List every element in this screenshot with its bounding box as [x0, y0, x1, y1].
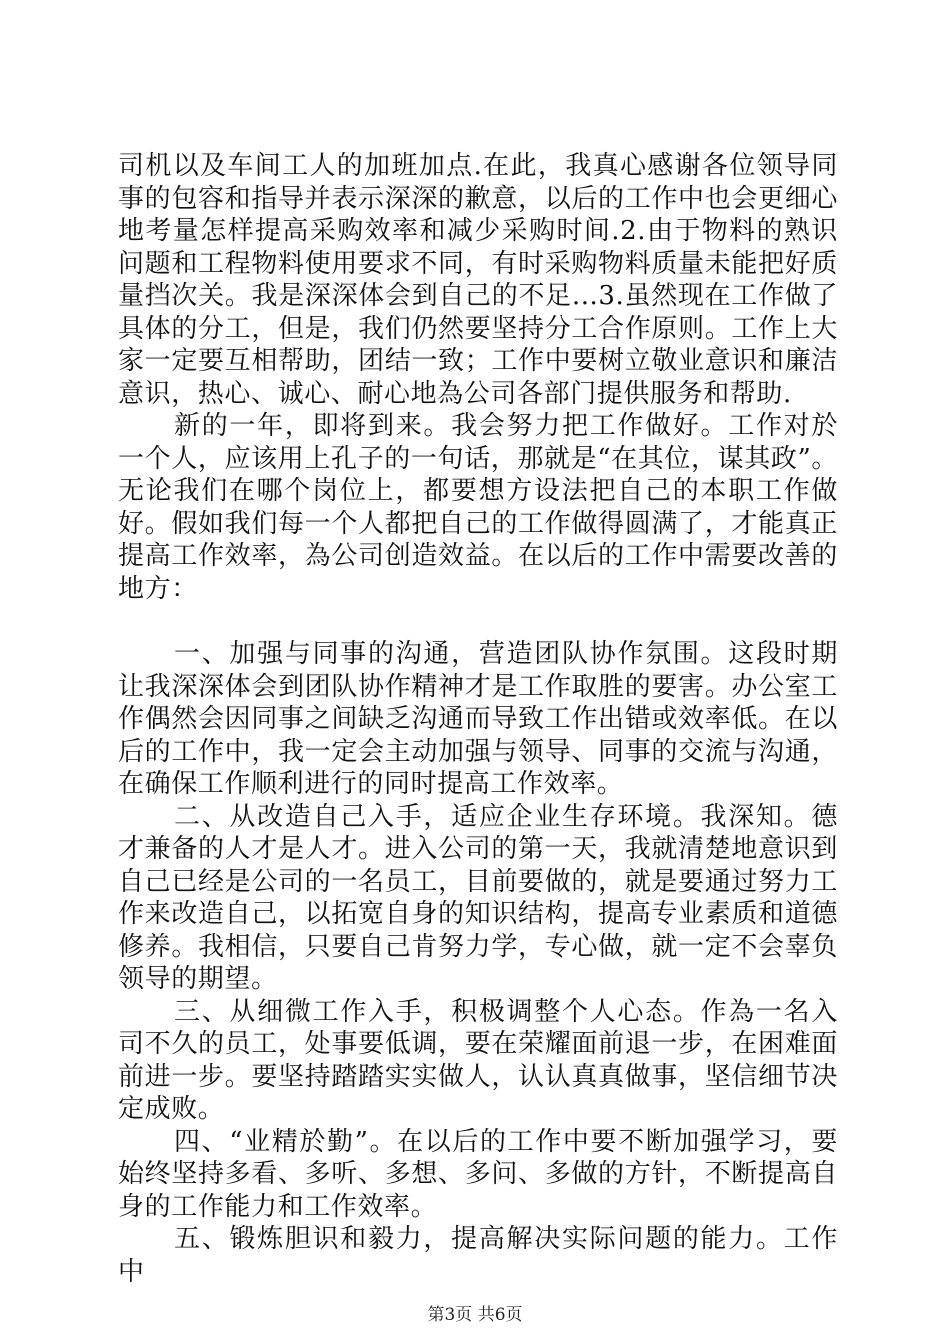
document-body [118, 150, 838, 1288]
paragraph-point-4: 四、“业精於勤”。在以后的工作中要不断加强学习，要始终坚持多看、多听、多想、多问、多做的方针，不断提高自身的工作能力和工作效率。 [118, 1126, 838, 1222]
paragraph-point-3: 三、从细微工作入手，积极调整个人心态。作為一名入司不久的员工，处事要低调，要在荣耀面前退一步，在困难面前进一步。要坚持踏踏实实做人，认认真真做事，坚信细节决定成败。 [118, 996, 838, 1124]
paragraph-continuation: 司机以及车间工人的加班加点.在此，我真心感谢各位领导同事的包容和指导并表示深深的歉意，以后的工作中也会更细心地考量怎样提高采购效率和减少采购时间.2.由于物料的熟识问题和工程物料使用要求不同，有时采购物料质量未能把好质量挡次关。我是深深体会到自己的不足...3.虽然现在工作做了具体的分工，但是，我们仍然要坚持分工合作原则。工作上大家一定要互相帮助，团结一致；工作中要树立敬业意识和廉洁意识，热心、诚心、耐心地為公司各部门提供服务和帮助. [118, 151, 838, 409]
paragraph-point-5: 五、锻炼胆识和毅力，提高解决实际问题的能力。工作中 [118, 1224, 838, 1287]
paragraph-point-2: 二、从改造自己入手，适应企业生存环境。我深知。德才兼备的人才是人才。进入公司的第一天，我就清楚地意识到自己已经是公司的一名员工，目前要做的，就是要通过努力工作来改造自己，以拓宽自身的知识结构，提高专业素质和道德修养。我相信，只要自己肯努力学，专心做，就一定不会辜负领导的期望。 [118, 801, 838, 994]
paragraph-point-1: 一、加强与同事的沟通，营造团队协作氛围。这段时期让我深深体会到团队协作精神才是工作取胜的要害。办公室工作偶然会因同事之间缺乏沟通而导致工作出错或效率低。在以后的工作中，我一定会主动加强与领导、同事的交流与沟通，在确保工作顺利进行的同时提高工作效率。 [118, 639, 838, 799]
page-number-footer: 第3页 共6页 [427, 1305, 523, 1325]
paragraph-new-year: 新的一年，即将到来。我会努力把工作做好。工作对於一个人，应该用上孔子的一句话，那就是“在其位，谋其政”。无论我们在哪个岗位上，都要想方设法把自己的本职工作做好。假如我们每一个人都把自己的工作做得圆满了，才能真正提高工作效率，為公司创造效益。在以后的工作中需要改善的地方： [118, 411, 838, 604]
